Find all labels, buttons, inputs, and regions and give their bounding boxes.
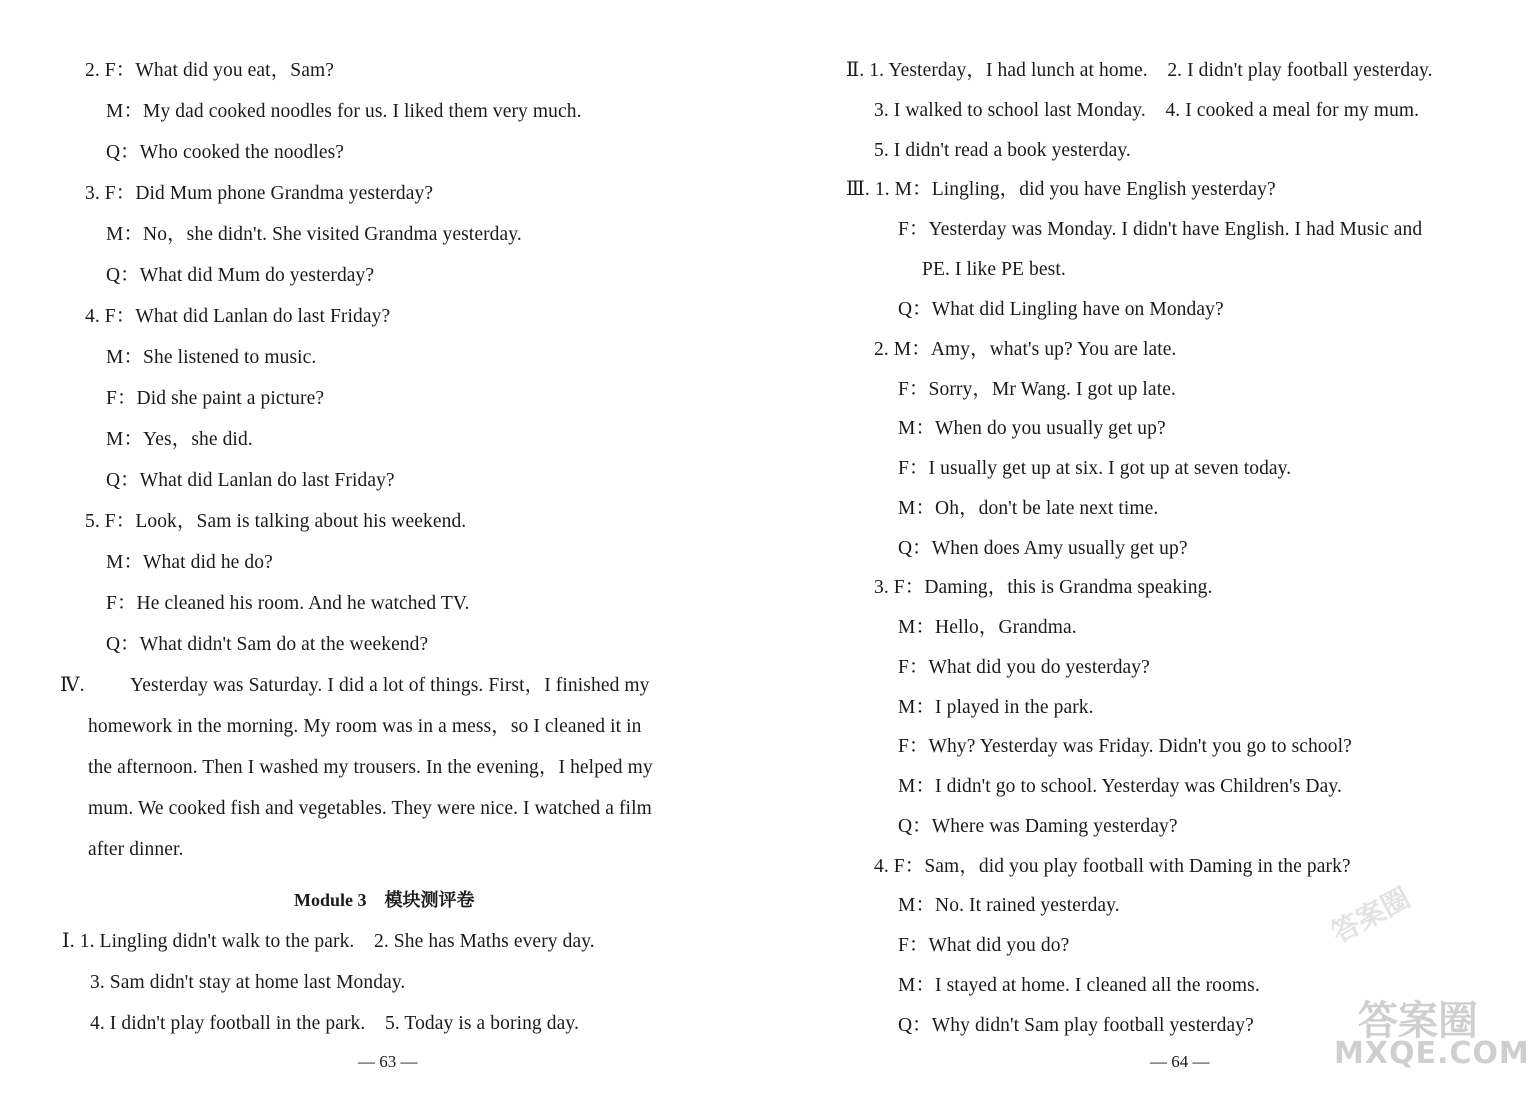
section-label: Ⅳ. [60, 675, 85, 696]
text-line: M：My dad cooked noodles for us. I liked them very much. [106, 101, 582, 122]
watermark-logo [1298, 881, 1530, 1084]
text-line: M：She listened to music. [106, 347, 317, 368]
text-line: Q：What didn't Sam do at the weekend? [106, 634, 429, 655]
text-line: M：Yes，she did. [106, 429, 253, 450]
text-line: F：Sorry，Mr Wang. I got up late. [898, 379, 1176, 400]
text-line: M：When do you usually get up? [898, 418, 1166, 439]
text-line: 5. I didn't read a book yesterday. [874, 140, 1131, 161]
text-line: 4. F：What did Lanlan do last Friday? [85, 306, 391, 327]
text-line: Q：Where was Daming yesterday? [898, 816, 1178, 837]
text-line: Q：What did Lingling have on Monday? [898, 299, 1224, 320]
text-line: 5. F：Look，Sam is talking about his weekend. [85, 511, 467, 532]
page-number: — 63 — [358, 1052, 418, 1071]
text-line: F：Yesterday was Monday. I didn't have English. I had Music and [898, 219, 1423, 240]
text-line: PE. I like PE best. [922, 259, 1066, 280]
text-line: M：What did he do? [106, 552, 273, 573]
text-line: M：No，she didn't. She visited Grandma yesterday. [106, 224, 522, 245]
text-line: Q：What did Lanlan do last Friday? [106, 470, 395, 491]
text-line: 3. F：Did Mum phone Grandma yesterday? [85, 183, 434, 204]
text-line: 3. F：Daming，this is Grandma speaking. [874, 577, 1213, 598]
text-line: Q：When does Amy usually get up? [898, 538, 1188, 559]
page-number: — 64 — [1150, 1052, 1210, 1071]
text-line: 2. M：Amy，what's up? You are late. [874, 339, 1177, 360]
text-line: F：He cleaned his room. And he watched TV. [106, 593, 470, 614]
text-line: F：Why? Yesterday was Friday. Didn't you go to school? [898, 736, 1352, 757]
text-line: Ⅲ. 1. M：Lingling，did you have English yesterday? [846, 179, 1276, 200]
text-line: M：I stayed at home. I cleaned all the rooms. [898, 975, 1260, 996]
text-line: 3. Sam didn't stay at home last Monday. [90, 972, 406, 993]
text-line: F：I usually get up at six. I got up at seven today. [898, 458, 1292, 479]
text-line: 4. I didn't play football in the park. 5. Today is a boring day. [90, 1013, 579, 1034]
text-line: F：What did you do? [898, 935, 1070, 956]
text-line: Q：What did Mum do yesterday? [106, 265, 375, 286]
text-line: F：Did she paint a picture? [106, 388, 325, 409]
paragraph-line: mum. We cooked fish and vegetables. They were nice. I watched a film [88, 798, 652, 819]
watermark-small-text: 答案圈 [1325, 881, 1416, 950]
text-line: Q：Who cooked the noodles? [106, 142, 345, 163]
text-line: 4. F：Sam，did you play football with Daming in the park? [874, 856, 1351, 877]
paragraph-line: after dinner. [88, 839, 184, 860]
text-line: M：Oh，don't be late next time. [898, 498, 1159, 519]
text-line: 3. I walked to school last Monday. 4. I cooked a meal for my mum. [874, 100, 1420, 121]
paragraph-line: homework in the morning. My room was in a mess，so I cleaned it in [88, 716, 642, 737]
text-line: M：I played in the park. [898, 697, 1094, 718]
text-line: M：I didn't go to school. Yesterday was Children's Day. [898, 776, 1342, 797]
text-line: Ⅰ. 1. Lingling didn't walk to the park. 2. She has Maths every day. [62, 931, 595, 952]
text-line: F：What did you do yesterday? [898, 657, 1150, 678]
text-line: Q：Why didn't Sam play football yesterday? [898, 1015, 1254, 1036]
watermark-logo-text: 答案圈 [1358, 998, 1478, 1044]
paragraph-line: the afternoon. Then I washed my trousers. In the evening，I helped my [88, 757, 653, 778]
text-line: M：No. It rained yesterday. [898, 895, 1120, 916]
watermark-url-text: MXQE.COM [1334, 1036, 1530, 1071]
module-heading: Module 3 模块测评卷 [294, 890, 475, 910]
text-line: Ⅱ. 1. Yesterday，I had lunch at home. 2. I didn't play football yesterday. [846, 60, 1433, 81]
text-line: 2. F：What did you eat，Sam? [85, 60, 335, 81]
text-line: M：Hello，Grandma. [898, 617, 1077, 638]
paragraph-line: Yesterday was Saturday. I did a lot of things. First，I finished my [130, 675, 650, 696]
